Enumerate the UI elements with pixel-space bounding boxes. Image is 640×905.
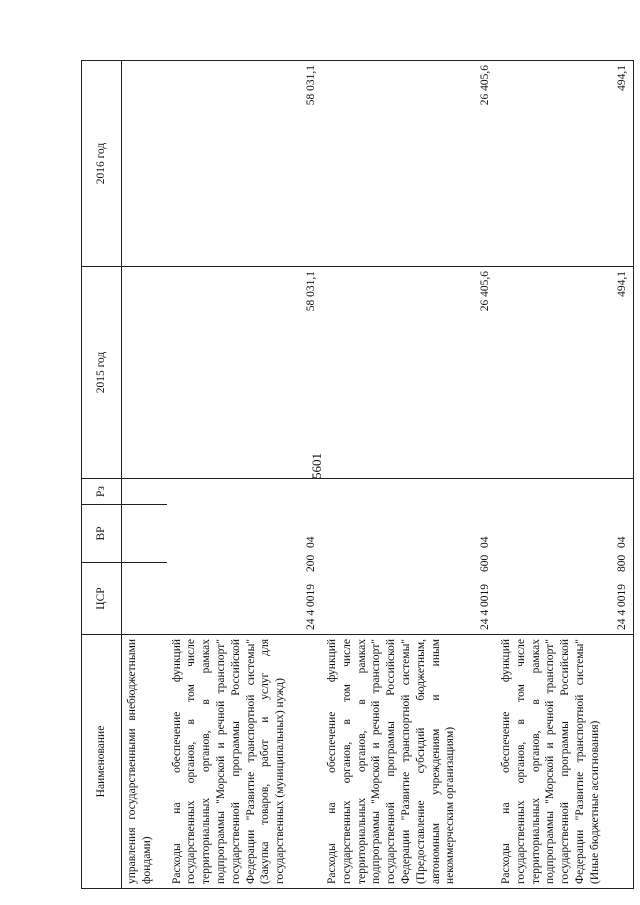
header-2016: 2016 год [82, 61, 122, 267]
row-vr: 800 [616, 554, 629, 572]
table-row [322, 61, 496, 889]
row-name: управления государственными внебюджетными фондами) [122, 635, 167, 889]
row-2015: 26 405,6 [322, 267, 496, 479]
row-2015: 494,1 [496, 267, 634, 479]
row-2016 [122, 61, 167, 267]
row-csr: 24 4 0019 [616, 584, 629, 630]
row-name: Расходы на обеспечение функций государственных органов, в том числе территориальных органов, в рамках подпрограммы "Морской и речной транспорт" государственной программы Российской Федерации "Развитие транспортной системы" (Иные бюджетные ассигнования) [496, 635, 634, 889]
row-csr [122, 563, 167, 635]
row-rz: 04 [305, 536, 318, 548]
row-csr: 24 4 0019 [479, 584, 492, 630]
table-row [167, 61, 322, 889]
row-2016: 58 031,1 [167, 61, 322, 267]
row-2016: 494,1 [496, 61, 634, 267]
header-vr: ВР [82, 505, 122, 563]
header-csr: ЦСР [82, 563, 122, 635]
row-csr: 24 4 0019 [305, 584, 318, 630]
header-2015: 2015 год [82, 267, 122, 479]
row-2015: 58 031,1 [167, 267, 322, 479]
row-name: Расходы на обеспечение функций государственных органов, в том числе территориальных органов, в рамках подпрограммы "Морской и речной транспорт" государственной программы Российской Федерации "Развитие транспортной системы" (Закупка товаров, работ и услуг для государственных (муниципальных) нужд) [167, 635, 322, 889]
row-2015 [122, 267, 167, 479]
row-vr: 200 [305, 554, 318, 572]
page-number: 5601 [309, 453, 324, 479]
row-rz [122, 479, 167, 505]
row-vr [122, 505, 167, 563]
table-row [496, 61, 634, 889]
row-codes [322, 479, 496, 635]
table-row [122, 61, 167, 889]
row-rz: 04 [616, 536, 629, 548]
budget-table [81, 60, 634, 889]
row-name: Расходы на обеспечение функций государственных органов, в том числе территориальных органов, в рамках подпрограммы "Морской и речной транспорт" государственной программы Российской Федерации "Развитие транспортной системы" (Предоставление субсидий бюджетным, автономным учреждениям и иным некоммерческим организациям) [322, 635, 496, 889]
row-vr: 600 [479, 554, 492, 572]
row-2016: 26 405,6 [322, 61, 496, 267]
row-rz: 04 [479, 536, 492, 548]
row-codes [167, 479, 322, 635]
row-codes [496, 479, 634, 635]
table-header-row [82, 61, 122, 889]
header-name: Наименование [82, 635, 122, 889]
rotated-page [81, 61, 634, 889]
header-rz: Рз [82, 479, 122, 505]
